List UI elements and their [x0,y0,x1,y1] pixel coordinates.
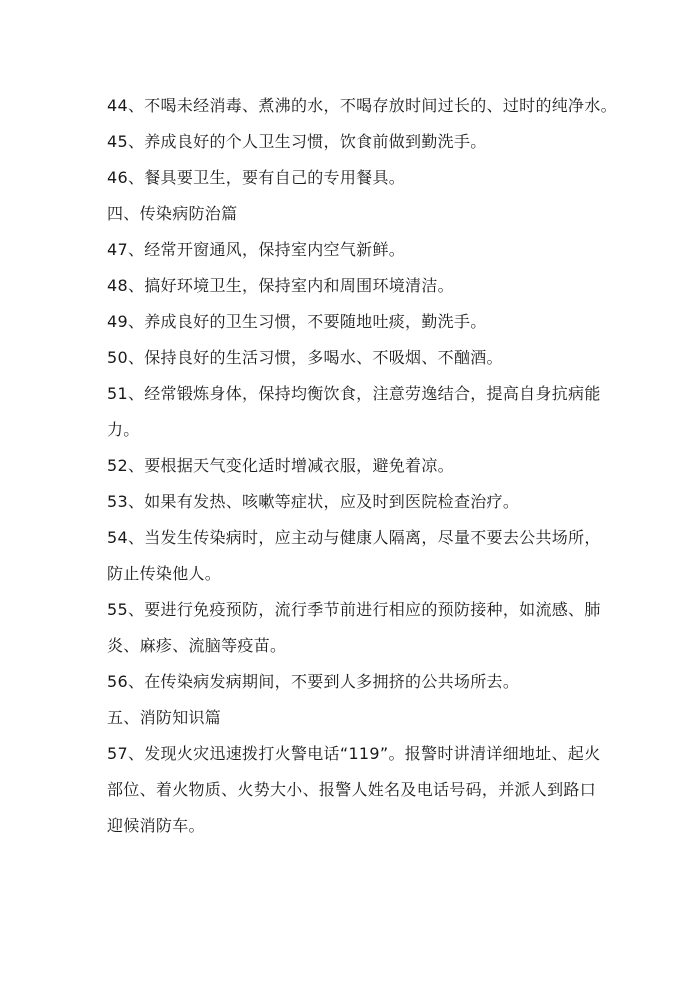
item-51-continuation: 力。 [107,420,140,439]
item-57-line: 57、发现火灾迅速拨打火警电话“119”。报警时讲清详细地址、起火 [107,744,601,763]
item-55-continuation: 炎、麻疹、流脑等疫苗。 [107,636,287,655]
item-47-line: 47、经常开窗通风，保持室内空气新鲜。 [107,240,406,259]
item-55-line: 55、要进行免疫预防，流行季节前进行相应的预防接种，如流感、肺 [107,600,601,619]
item-46-line: 46、餐具要卫生，要有自己的专用餐具。 [107,168,406,187]
item-45-line: 45、养成良好的个人卫生习惯，饮食前做到勤洗手。 [107,132,487,151]
section-heading-fire-safety: 五、消防知识篇 [107,708,222,727]
item-54-line: 54、当发生传染病时，应主动与健康人隔离，尽量不要去公共场所， [107,528,601,547]
item-52-line: 52、要根据天气变化适时增减衣服，避免着凉。 [107,456,454,475]
section-heading-infectious-disease: 四、传染病防治篇 [107,204,238,223]
item-50-line: 50、保持良好的生活习惯，多喝水、不吸烟、不酗酒。 [107,348,503,367]
item-57-continuation-2: 迎候消防车。 [107,816,205,835]
item-54-continuation: 防止传染他人。 [107,564,222,583]
item-53-line: 53、如果有发热、咳嗽等症状，应及时到医院检查治疗。 [107,492,520,511]
item-49-line: 49、养成良好的卫生习惯，不要随地吐痰，勤洗手。 [107,312,487,331]
document-body [107,88,617,844]
item-57-continuation-1: 部位、着火物质、火势大小、报警人姓名及电话号码，并派人到路口 [107,780,597,799]
item-48-line: 48、搞好环境卫生，保持室内和周围环境清洁。 [107,276,454,295]
item-44-line: 44、不喝未经消毒、煮沸的水，不喝存放时间过长的、过时的纯净水。 [107,96,617,115]
item-51-line: 51、经常锻炼身体，保持均衡饮食，注意劳逸结合，提高自身抗病能 [107,384,601,403]
item-56-line: 56、在传染病发病期间，不要到人多拥挤的公共场所去。 [107,672,520,691]
